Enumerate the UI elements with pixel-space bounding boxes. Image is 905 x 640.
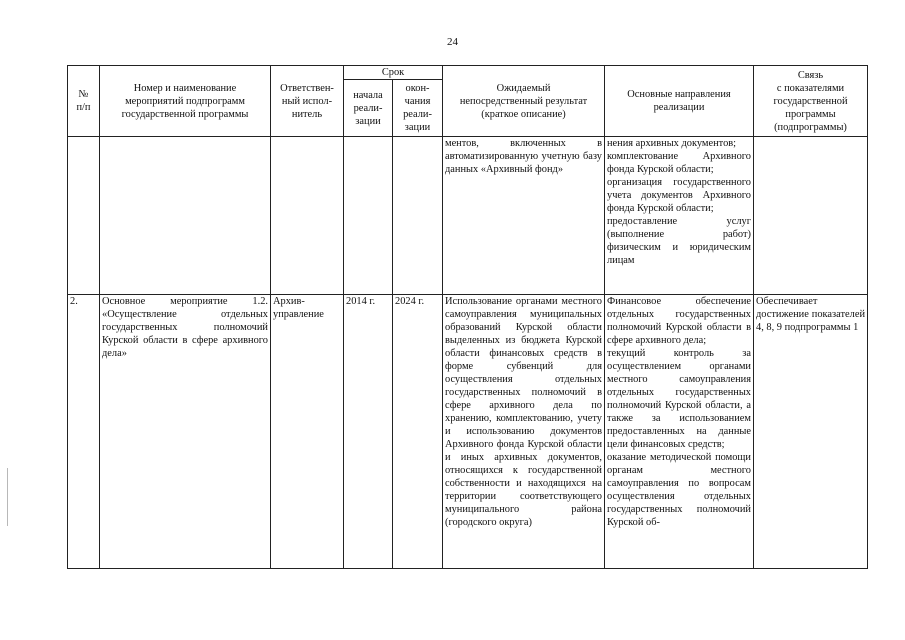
header-indicator-link: Связь с показателями государственной программы (подпрограммы)	[754, 66, 868, 137]
direction-item: предоставление услуг (выполнение работ) физическим и юридическим лицам	[607, 216, 751, 266]
cell-main-directions	[605, 295, 754, 569]
direction-item: текущий контроль за осуществлением органами местного самоуправления отдельных государственных полномочий Курской области, а также за использованием предоставленных на данные цели финансовых средств;	[607, 348, 751, 450]
cell-responsible	[271, 137, 344, 295]
page-number: 24	[447, 36, 458, 48]
cell-activity-name: Основное мероприятие 1.2. «Осуществление отдельных государственных полномочий Курской области в сфере архивного дела»	[100, 295, 271, 569]
scan-margin-mark	[7, 468, 8, 526]
program-activities-table	[67, 65, 868, 569]
cell-number	[68, 137, 100, 295]
cell-indicator-link: Обеспечивает достижение показателей 4, 8, 9 подпрограммы 1	[754, 295, 868, 569]
cell-start: 2014 г.	[344, 295, 393, 569]
direction-item: организация государственного учета документов Архивного фонда Курской области;	[607, 177, 751, 214]
header-term: Срок	[344, 66, 443, 80]
header-main-directions: Основные направления реализации	[605, 66, 754, 137]
direction-item: Финансовое обеспечение отдельных государственных полномочий Курской области в сфере архивного дела;	[607, 296, 751, 346]
cell-end	[393, 137, 443, 295]
direction-item: комплектование Архивного фонда Курской области;	[607, 151, 751, 175]
cell-number: 2.	[68, 295, 100, 569]
header-responsible: Ответствен- ный испол- нитель	[271, 66, 344, 137]
cell-expected-result: Использование органами местного самоуправления муниципальных образований Курской области выделенных из бюджета Курской области финансовых средств в форме субвенций для осуществления отдельных государственных полномочий в сфере архивного дела по хранению, комплектованию, учету и использованию документов Архивного фонда Курской области и иных архивных документов, относящихся к государственной собственности и находящихся на территории соответствующего муниципального района (городского округа)	[443, 295, 605, 569]
table-row	[68, 137, 868, 295]
cell-activity-name	[100, 137, 271, 295]
cell-responsible: Архив- управление	[271, 295, 344, 569]
header-number: № п/п	[68, 66, 100, 137]
cell-main-directions	[605, 137, 754, 295]
cell-end: 2024 г.	[393, 295, 443, 569]
direction-item: нения архивных документов;	[607, 138, 737, 149]
direction-item: оказание методической помощи органам местного самоуправления по вопросам осуществления отдельных государственных полномочий Курской об-	[607, 452, 751, 528]
cell-start	[344, 137, 393, 295]
table-row	[68, 295, 868, 569]
header-activity-name: Номер и наименование мероприятий подпрограмм государственной программы	[100, 66, 271, 137]
header-start: начала реали- зации	[344, 80, 393, 137]
cell-expected-result: ментов, включенных в автоматизированную учетную базу данных «Архивный фонд»	[443, 137, 605, 295]
cell-indicator-link	[754, 137, 868, 295]
header-end: окон- чания реали- зации	[393, 80, 443, 137]
header-expected-result: Ожидаемый непосредственный результат (краткое описание)	[443, 66, 605, 137]
